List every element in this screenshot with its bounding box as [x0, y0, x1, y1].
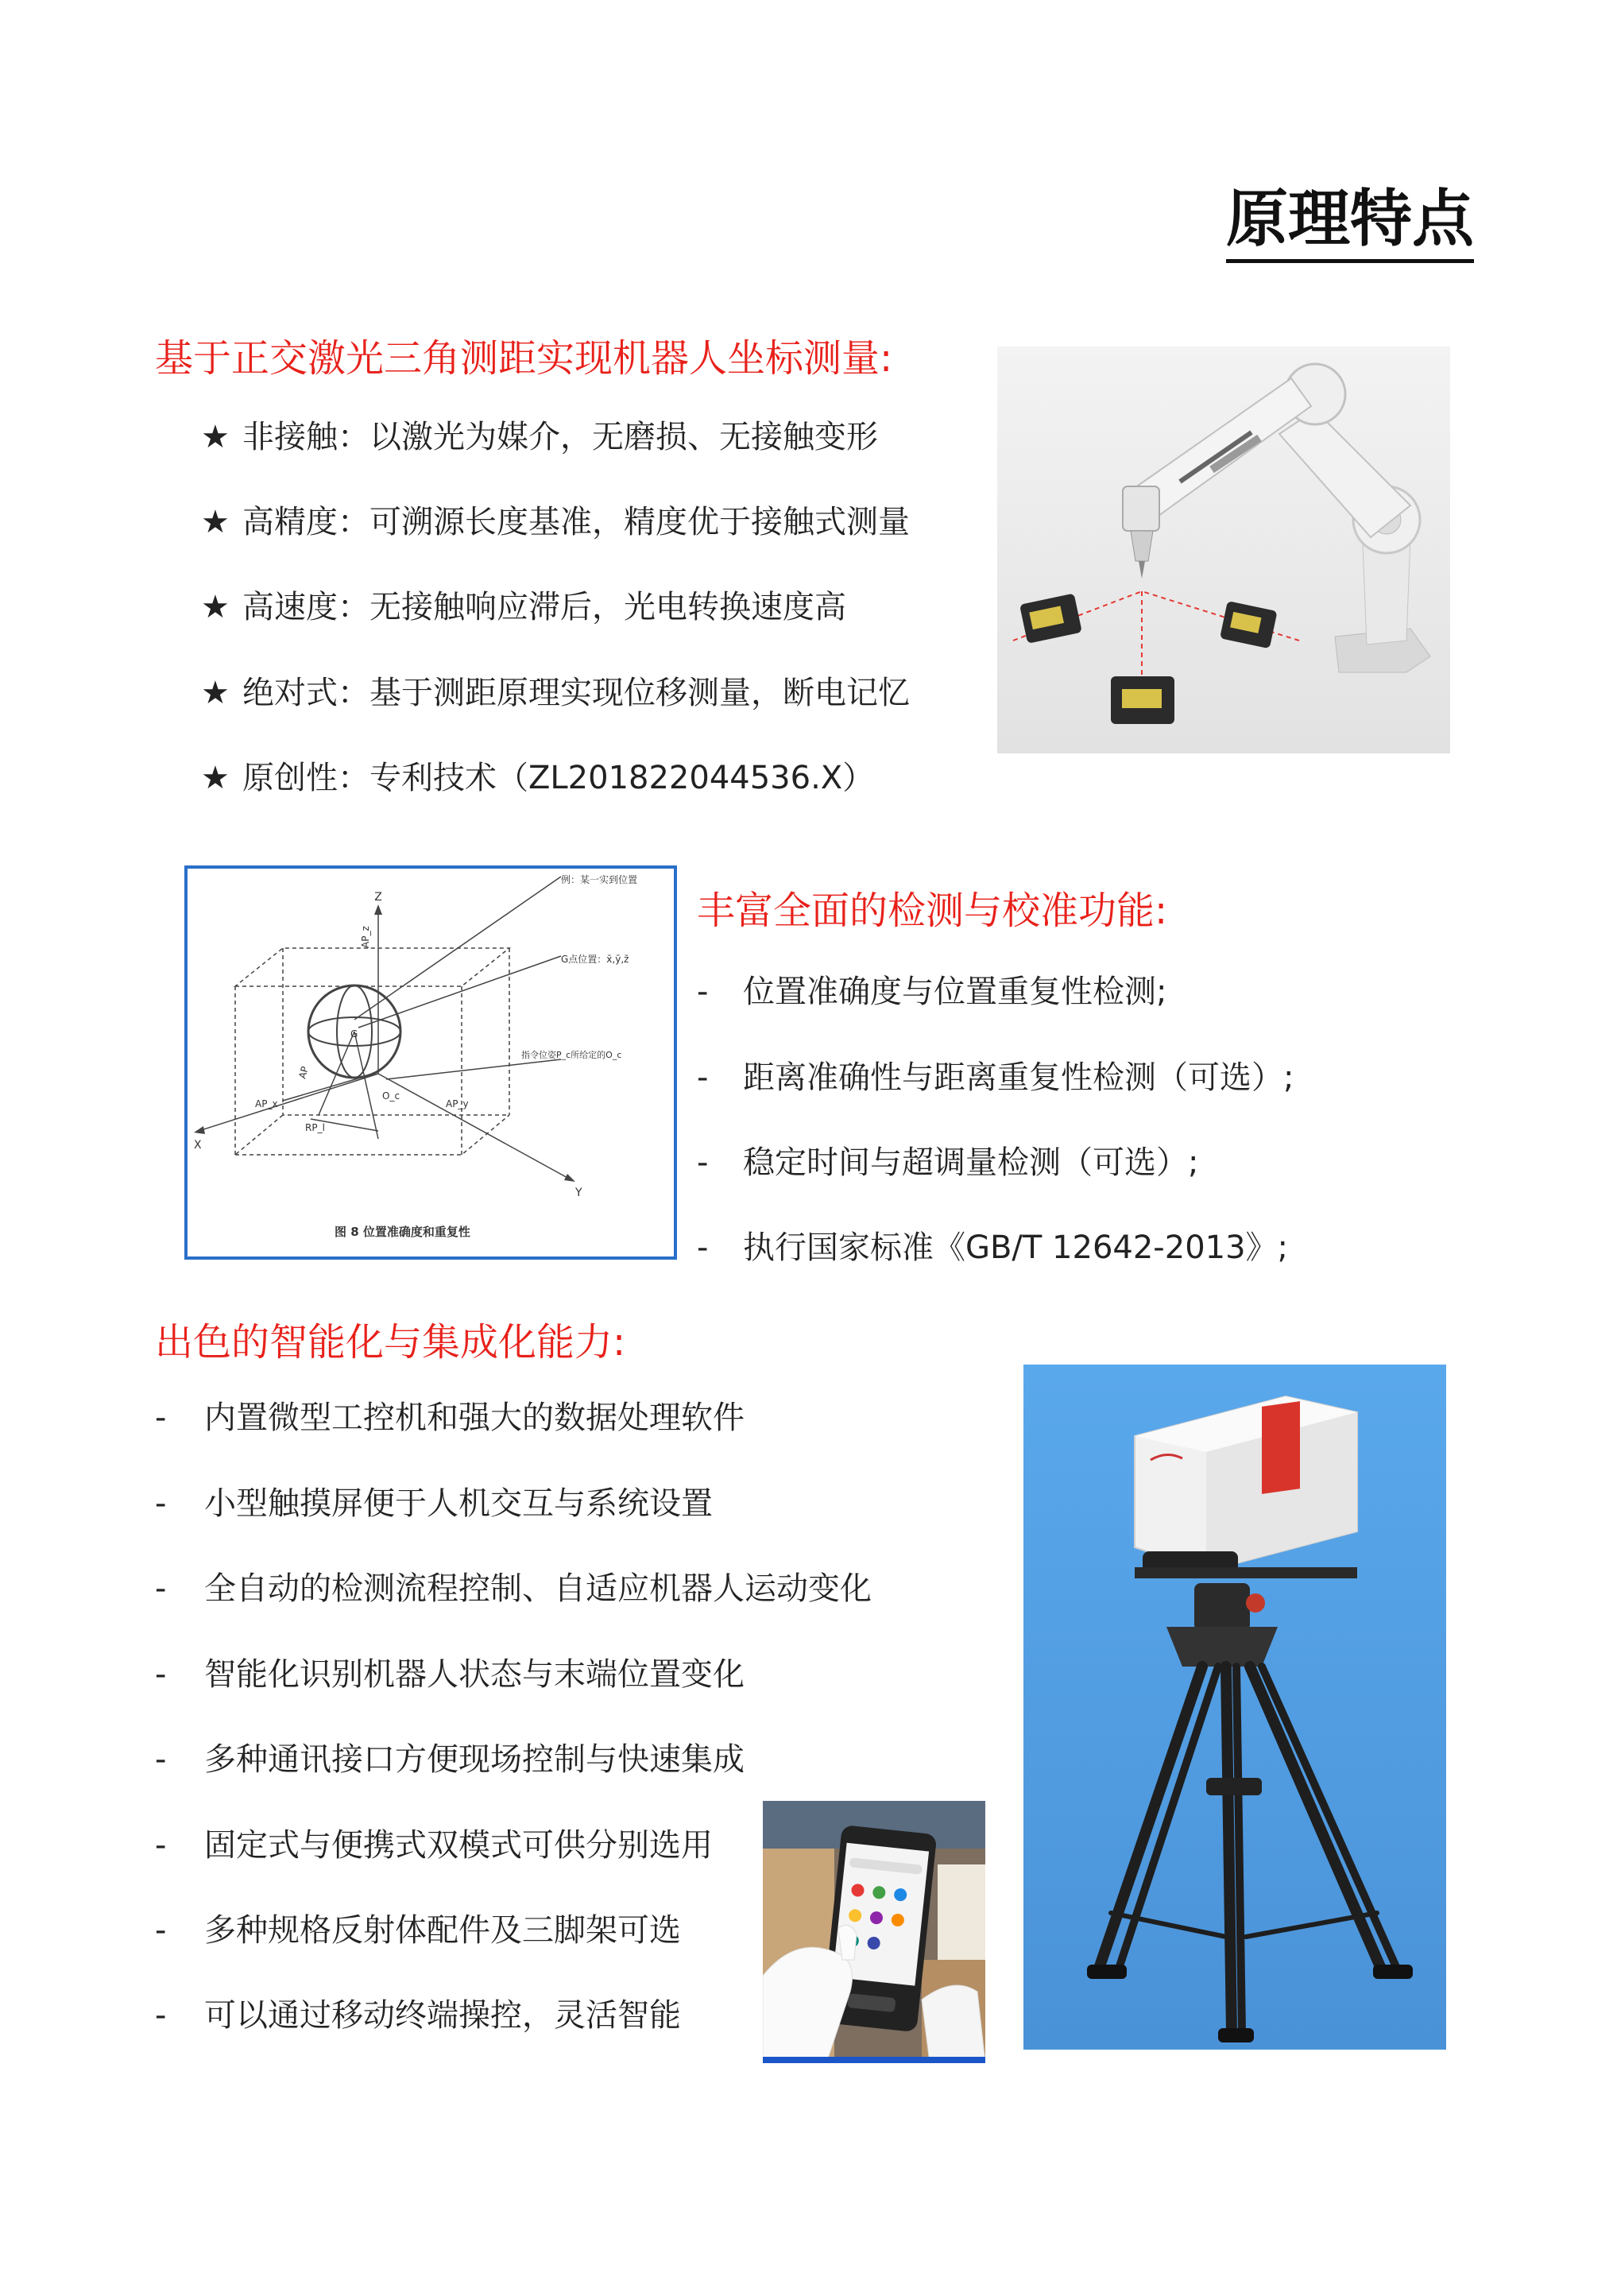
- section3-item: - 内置微型工控机和强大的数据处理软件: [155, 1400, 745, 1436]
- section3-item: - 可以通过移动终端操控，灵活智能: [155, 1997, 681, 2034]
- position-accuracy-diagram: [184, 865, 677, 1260]
- section2-heading: 丰富全面的检测与校准功能:: [697, 889, 1168, 933]
- diagram-caption: 图 8 位置准确度和重复性: [335, 1225, 470, 1239]
- diagram-label: 指令位姿P_c所给定的O_c: [521, 1050, 622, 1060]
- section3-heading: 出色的智能化与集成化能力:: [155, 1320, 626, 1365]
- diagram-label: AP_z: [360, 926, 371, 948]
- section3-item: - 固定式与便携式双模式可供分别选用: [155, 1827, 713, 1864]
- star-icon: ★: [201, 675, 230, 711]
- diagram-label: 例：某一实到位置: [561, 874, 638, 885]
- star-icon: ★: [201, 760, 230, 796]
- diagram-label: Z: [374, 891, 382, 904]
- section2-item: - 位置准确度与位置重复性检测;: [697, 974, 1167, 1010]
- section2-item: - 距离准确性与距离重复性检测（可选）;: [697, 1059, 1294, 1096]
- dash-bullet: -: [155, 1827, 167, 1864]
- section1-heading: 基于正交激光三角测距实现机器人坐标测量:: [155, 336, 893, 381]
- diagram-label: AP: [296, 1065, 311, 1080]
- dash-bullet: -: [155, 1741, 167, 1778]
- tripod-device-photo: [1023, 1365, 1446, 2050]
- section3-item: - 多种规格反射体配件及三脚架可选: [155, 1912, 681, 1949]
- dash-bullet: -: [155, 1656, 167, 1693]
- diagram-label: G点位置：x̄,ȳ,z̄: [561, 954, 629, 965]
- section1-item: ★ 高精度：可溯源长度基准，精度优于接触式测量: [201, 504, 910, 540]
- dash-bullet: -: [155, 1570, 167, 1607]
- star-icon: ★: [201, 504, 230, 540]
- dash-bullet: -: [155, 1912, 167, 1949]
- section2-item: - 稳定时间与超调量检测（可选）;: [697, 1144, 1199, 1181]
- section1-item: ★ 非接触：以激光为媒介，无磨损、无接触变形: [201, 419, 878, 455]
- diagram-label: Y: [575, 1187, 582, 1199]
- diagram-label: O_c: [382, 1090, 400, 1102]
- dash-bullet: -: [697, 1229, 709, 1266]
- section2-item: - 执行国家标准《GB/T 12642-2013》;: [697, 1229, 1289, 1266]
- diagram-label: AP_x: [255, 1098, 278, 1109]
- star-icon: ★: [201, 589, 230, 625]
- dash-bullet: -: [155, 1997, 167, 2034]
- dash-bullet: -: [155, 1400, 167, 1436]
- diagram-label: X: [194, 1139, 202, 1152]
- diagram-label: AP_y: [446, 1098, 469, 1109]
- diagram-label: RP_l: [305, 1122, 325, 1133]
- robot-arm-photo: [997, 347, 1450, 753]
- section1-item: ★ 高速度：无接触响应滞后，光电转换速度高: [201, 589, 846, 625]
- section1-item: ★ 原创性：专利技术（ZL201822044536.X）: [201, 760, 875, 796]
- section3-item: - 小型触摸屏便于人机交互与系统设置: [155, 1485, 713, 1522]
- section1-item: ★ 绝对式：基于测距原理实现位移测量，断电记忆: [201, 675, 910, 711]
- diagram-label: G: [350, 1028, 358, 1040]
- section3-item: - 多种通讯接口方便现场控制与快速集成: [155, 1741, 745, 1778]
- dash-bullet: -: [697, 1144, 709, 1181]
- dash-bullet: -: [697, 1059, 709, 1096]
- section3-item: - 全自动的检测流程控制、自适应机器人运动变化: [155, 1570, 872, 1607]
- section3-item: - 智能化识别机器人状态与末端位置变化: [155, 1656, 745, 1693]
- dash-bullet: -: [155, 1485, 167, 1522]
- star-icon: ★: [201, 419, 230, 455]
- handheld-terminal-photo: [763, 1801, 985, 2063]
- dash-bullet: -: [697, 974, 709, 1010]
- page-title: 原理特点: [1226, 184, 1474, 263]
